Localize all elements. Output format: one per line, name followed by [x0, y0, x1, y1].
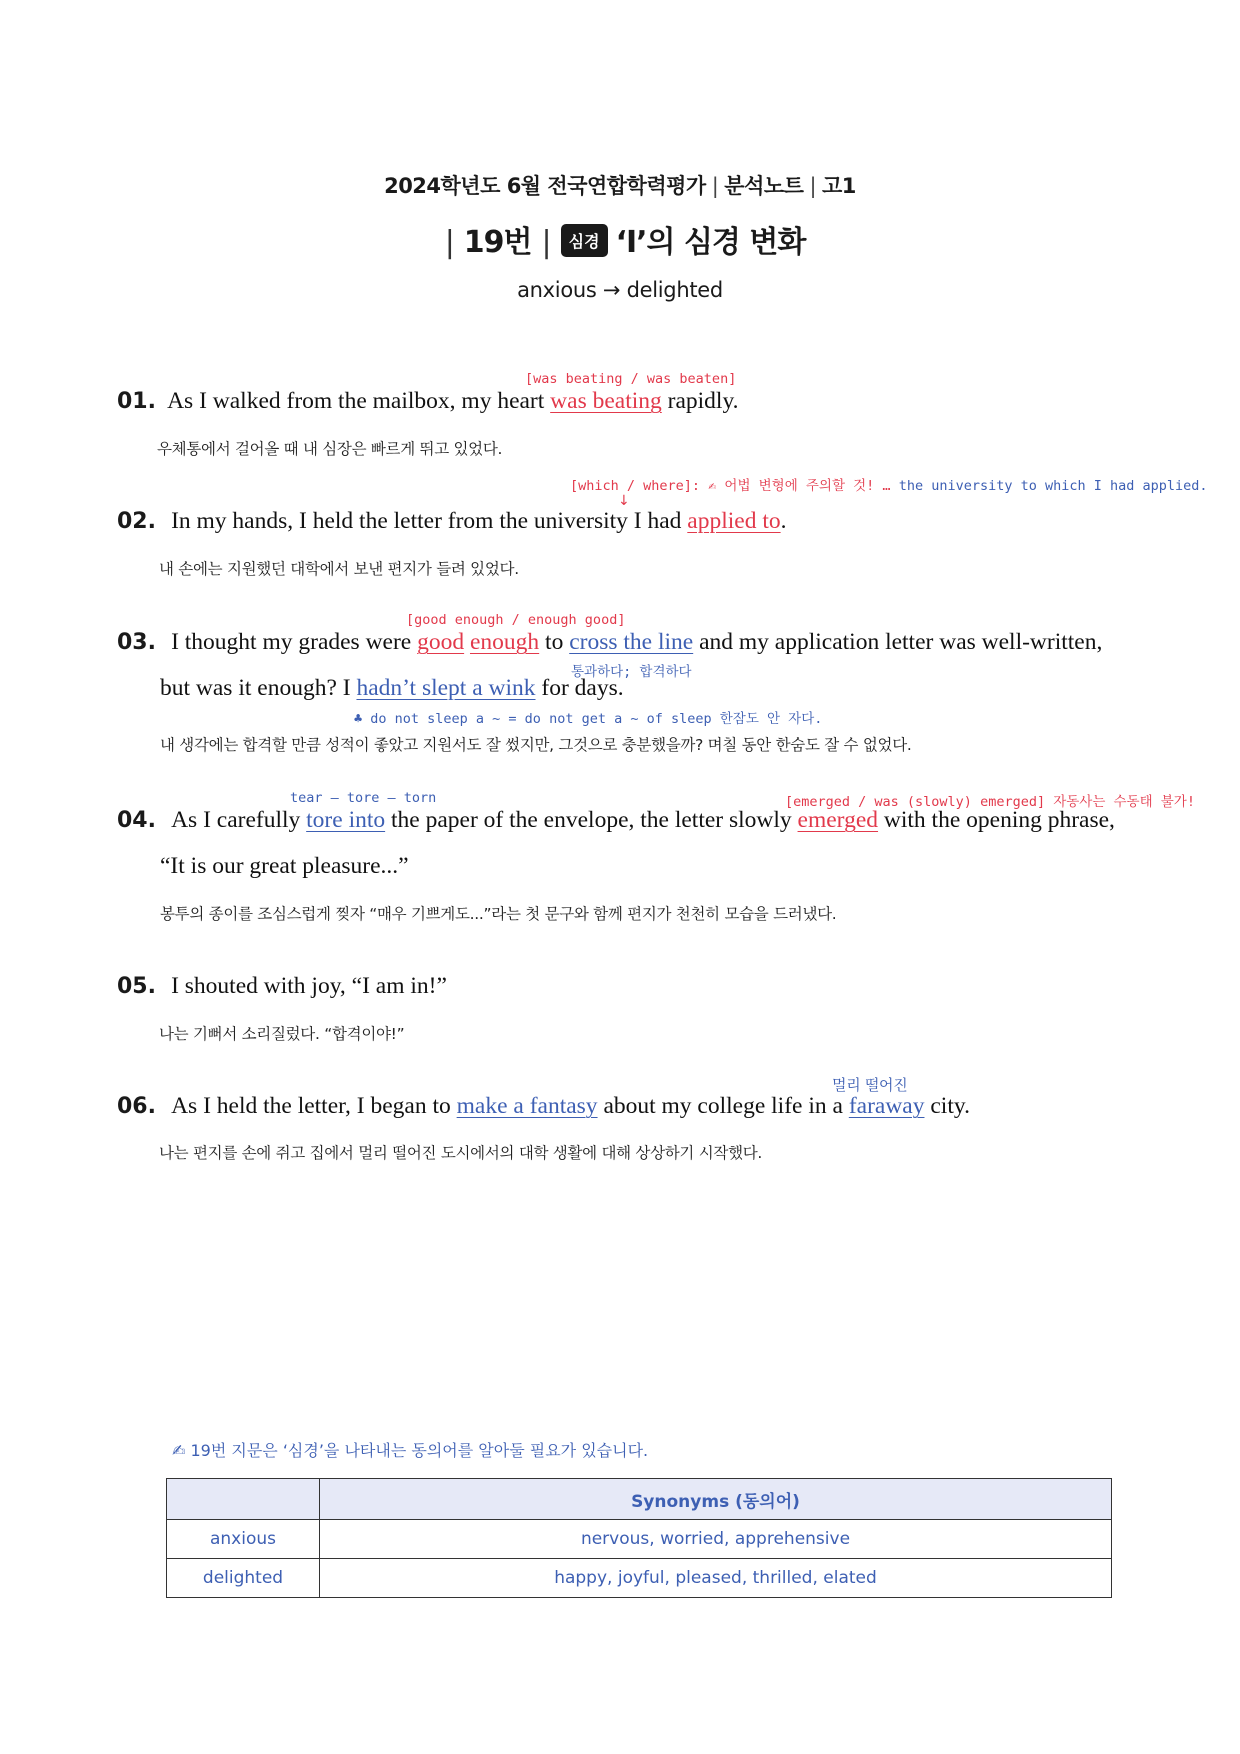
translation-01: 우체통에서 걸어올 때 내 심장은 빠르게 뛰고 있었다. [157, 440, 503, 458]
mood-summary: anxious → delighted [517, 278, 723, 302]
grade-label: 고1 [822, 174, 856, 198]
synonyms-table [166, 1478, 1112, 1598]
verb-forms-note: tear – tore – torn [290, 790, 437, 806]
sentence-number: 02. [117, 509, 156, 534]
table-cell-synonyms: nervous, worried, apprehensive [320, 1520, 1112, 1559]
table-cell-word: anxious [167, 1520, 320, 1559]
sentence-number: 04. [117, 808, 156, 833]
sentence-number: 03. [117, 630, 156, 655]
highlight-red: good [417, 629, 465, 655]
grammar-note: [good enough / enough good] [406, 612, 626, 628]
exam-title: 2024학년도 6월 전국연합학력평가 [384, 174, 706, 198]
table-header-row [167, 1479, 1112, 1520]
exam-header: 2024학년도 6월 전국연합학력평가 | 분석노트 | 고1 [384, 174, 856, 198]
grammar-note: [which / where]: ✍ 어법 변형에 주의할 것! … the university to which I had applied. [570, 478, 1208, 494]
table-row [167, 1520, 1112, 1559]
translation-06: 나는 편지를 손에 쥐고 집에서 멀리 떨어진 도시에서의 대학 생활에 대해 상상하기 시작했다. [159, 1144, 763, 1162]
highlight-red: enough [469, 629, 540, 655]
highlight-blue: cross the line [569, 629, 694, 655]
meaning-note: 통과하다; 합격하다 [571, 664, 692, 680]
sentence-number: 06. [117, 1094, 156, 1119]
table-cell-synonyms: happy, joyful, pleased, thrilled, elated [320, 1559, 1112, 1598]
sentence-04-line2: “It is our great pleasure...” [160, 853, 409, 879]
sentence-02: 02. In my hands, I held the letter from the university I had applied to. [117, 508, 787, 534]
highlight-blue: hadn’t slept a wink [356, 675, 536, 701]
grammar-note: [emerged / was (slowly) emerged] 자동사는 수동태 불가! [785, 794, 1195, 810]
table-row [167, 1559, 1112, 1598]
question-number: 19번 [463, 225, 532, 260]
arrow-down-icon: ↓ [618, 493, 630, 509]
notebook-label: 분석노트 [724, 174, 804, 198]
sentence-06: 06. As I held the letter, I began to make a fantasy about my college life in a faraway city. [117, 1093, 970, 1119]
sentence-03: 03. I thought my grades were good enough to cross the line and my application letter was well-written, [117, 629, 1103, 655]
idiom-note: ♣ do not sleep a ~ = do not get a ~ of sleep 한잠도 안 자다. [354, 711, 823, 727]
sentence-05: 05. I shouted with joy, “I am in!” [117, 973, 447, 999]
highlight-red: was beating [550, 388, 662, 414]
sentence-number: 05. [117, 974, 156, 999]
type-badge: 심경 [561, 224, 608, 257]
highlight-red: emerged [797, 807, 879, 833]
table-cell-word: delighted [167, 1559, 320, 1598]
table-header: Synonyms (동의어) [320, 1479, 1112, 1520]
topic-title: ‘I’의 심경 변화 [615, 225, 806, 260]
sentence-03-line2: but was it enough? I hadn’t slept a wink for days. [160, 675, 624, 701]
grammar-note: [was beating / was beaten] [525, 371, 737, 387]
sentence-number: 01. [117, 389, 156, 414]
translation-02: 내 손에는 지원했던 대학에서 보낸 편지가 들려 있었다. [159, 560, 519, 578]
translation-04: 봉투의 종이를 조심스럽게 찢자 “매우 기쁘게도...”라는 첫 문구와 함께 편지가 천천히 모습을 드러냈다. [160, 905, 837, 923]
table-header-empty [167, 1479, 320, 1520]
translation-03: 내 생각에는 합격할 만큼 성적이 좋았고 지원서도 잘 썼지만, 그것으로 충분했을까? 며칠 동안 한숨도 잘 수 없었다. [160, 736, 912, 754]
synonym-note: ✍ 19번 지문은 ‘심경’을 나타내는 동의어를 알아둘 필요가 있습니다. [172, 1441, 649, 1460]
sentence-01: 01. As I walked from the mailbox, my heart was beating rapidly. [117, 388, 739, 414]
highlight-blue: make a fantasy [456, 1093, 598, 1119]
highlight-blue: faraway [848, 1093, 925, 1119]
highlight-red: applied to [687, 508, 781, 534]
page-title: | 19번 | 심경 ‘I’의 심경 변화 [444, 225, 806, 260]
meaning-note: 멀리 떨어진 [832, 1076, 908, 1094]
highlight-blue: tore into [306, 807, 386, 833]
translation-05: 나는 기뻐서 소리질렀다. “합격이야!” [159, 1025, 405, 1043]
sentence-04: 04. As I carefully tore into the paper of the envelope, the letter slowly emerged with the opening phrase, [117, 807, 1115, 833]
